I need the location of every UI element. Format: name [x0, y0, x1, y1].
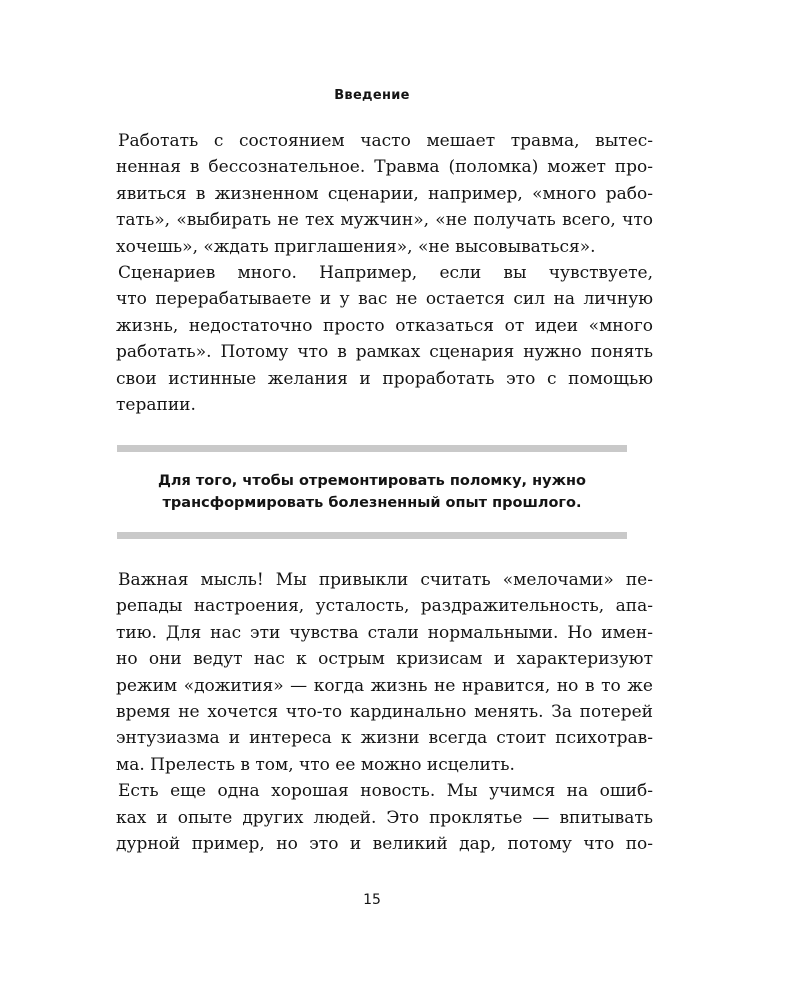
- text-line: время не хочется что-то кардинально менять. За потерей: [116, 701, 653, 722]
- text-line: хочешь», «ждать приглашения», «не высовываться».: [116, 236, 596, 257]
- paragraph: [116, 260, 653, 418]
- text-line: Важная мысль! Мы привыкли считать «мелочами» пе-: [118, 570, 653, 590]
- text-line: ках и опыте других людей. Это проклятье — впитывать: [116, 807, 653, 828]
- text-line: режим «дожития» — когда жизнь не нравится, но в то же: [116, 675, 653, 696]
- callout-top-rule: [117, 445, 627, 452]
- text-line: Сценариев много. Например, если вы чувствуете,: [118, 262, 653, 283]
- text-line: свои истинные желания и проработать это с помощью: [116, 368, 653, 389]
- paragraph: [116, 128, 653, 260]
- text-line: что перерабатываете и у вас не остается сил на личную: [116, 289, 653, 310]
- text-line: явиться в жизненном сценарии, например, «много рабо-: [116, 183, 653, 204]
- text-line: энтузиазма и интереса к жизни всегда стоит психотрав-: [116, 728, 653, 749]
- text-line: жизнь, недостаточно просто отказаться от идеи «много: [116, 315, 653, 336]
- text-block-bottom: [116, 567, 653, 857]
- callout-quote: [117, 470, 627, 514]
- text-line: тать», «выбирать не тех мужчин», «не получать всего, что: [116, 210, 653, 231]
- text-line: ма. Прелесть в том, что ее можно исцелить.: [116, 754, 515, 775]
- running-header: Введение: [334, 88, 410, 103]
- text-block-top: [116, 128, 653, 418]
- callout-bottom-rule: [117, 532, 627, 539]
- text-line: работать». Потому что в рамках сценария нужно понять: [116, 342, 653, 363]
- callout-line: Для того, чтобы отремонтировать поломку, нужно: [158, 473, 586, 489]
- text-line: ненная в бессознательное. Травма (поломка) может про-: [116, 157, 653, 178]
- text-line: Есть еще одна хорошая новость. Мы учимся на ошиб-: [118, 781, 653, 802]
- callout-line: трансформировать болезненный опыт прошлого.: [162, 495, 582, 511]
- paragraph: [116, 567, 653, 778]
- text-line: Работать с состоянием часто мешает травма, вытес-: [118, 131, 653, 151]
- paragraph: [116, 778, 653, 857]
- text-line: терапии.: [116, 394, 196, 415]
- page-number: 15: [363, 892, 381, 908]
- text-line: репады настроения, усталость, раздражительность, апа-: [116, 596, 653, 617]
- text-line: тию. Для нас эти чувства стали нормальными. Но имен-: [116, 622, 653, 643]
- text-line: но они ведут нас к острым кризисам и характеризуют: [116, 649, 653, 670]
- text-line: дурной пример, но это и великий дар, потому что по-: [116, 833, 653, 854]
